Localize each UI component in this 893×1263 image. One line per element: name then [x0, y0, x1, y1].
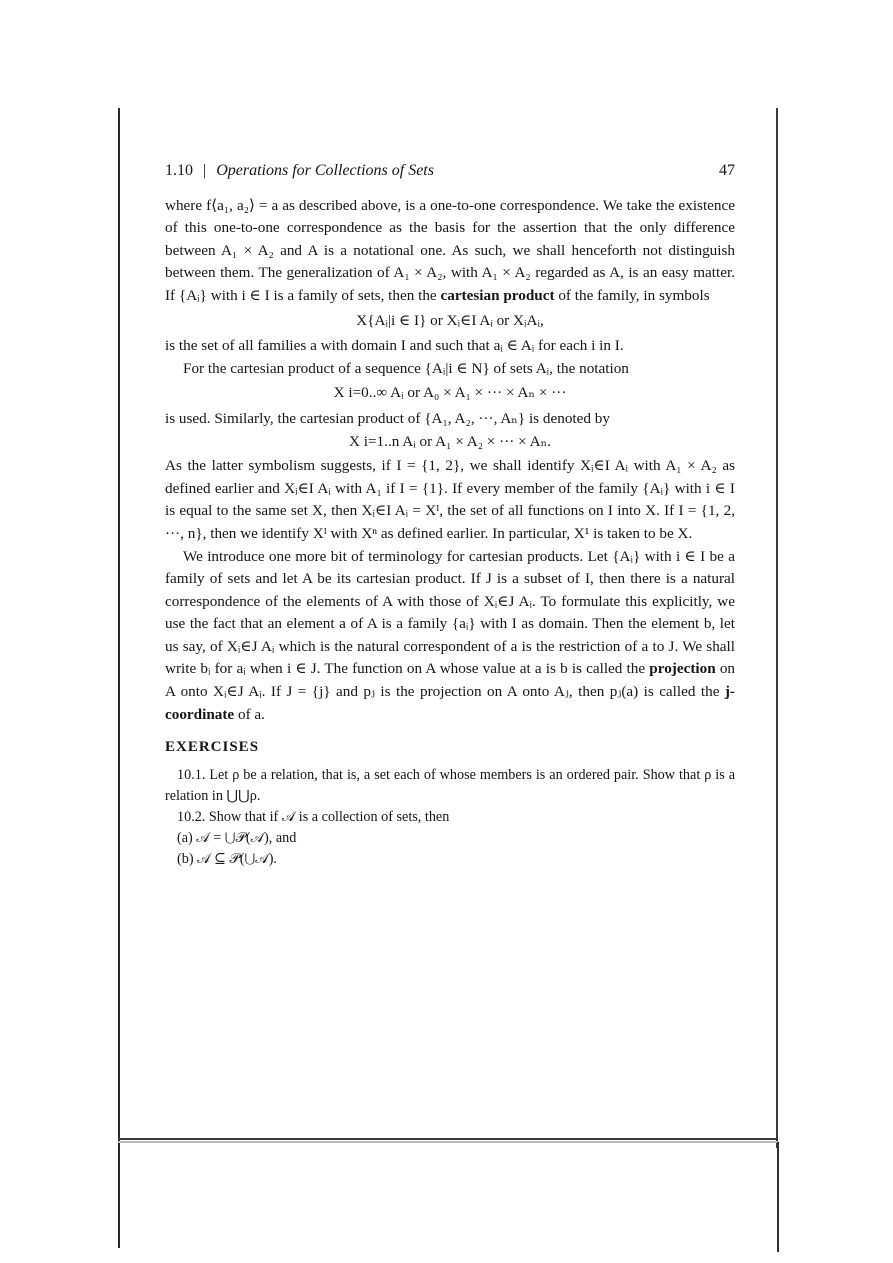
running-header	[165, 160, 735, 183]
page-border-bottom-shadow	[118, 1141, 778, 1143]
page-number: 47	[719, 162, 735, 179]
exercise-10-2: 10.2. Show that if 𝒜 is a collection of sets, then	[177, 808, 450, 825]
display-formula-3: X i=1..n Aᵢ or A₁ × A₂ × ··· × Aₙ.	[349, 432, 551, 450]
exercise-10-1: 10.1. Let ρ be a relation, that is, a set each of whose members is an ordered pair. Show that ρ is a relation in ⋃⋃ρ.	[165, 766, 735, 804]
display-formula-2: X i=0..∞ Aᵢ or A₀ × A₁ × ··· × Aₙ × ···	[333, 384, 567, 402]
paragraph-5: As the latter symbolism suggests, if I = {1, 2}, we shall identify Xᵢ∈I Aᵢ with A₁ × A₂ as defined earlier and Xᵢ∈I Aᵢ with A₁ if I = {1}. If every member of the family {Aᵢ} with i ∈ I is equal to the same set X, then Xᵢ∈I Aᵢ = Xᴵ, the set of all functions on I into X. If I = {1, 2, ···, n}, then we identify Xᴵ with Xⁿ as defined earlier. In particular, X¹ is taken to be X.	[165, 457, 735, 542]
page-border-bottom	[118, 1138, 778, 1140]
page-border-tick	[777, 1142, 779, 1252]
paragraph-2: is the set of all families a with domain I and such that aᵢ ∈ Aᵢ for each i in I.	[165, 337, 624, 355]
exercise-10-2b: (b) 𝒜 ⊆ 𝒫(⋃𝒜).	[177, 850, 277, 867]
paragraph-4: is used. Similarly, the cartesian product of {A₁, A₂, ···, Aₙ} is denoted by	[165, 409, 610, 427]
section-number: 1.10	[165, 162, 193, 179]
paragraph-3: For the cartesian product of a sequence {Aᵢ|i ∈ N} of sets Aᵢ, the notation	[183, 359, 629, 377]
page-border-right	[776, 108, 778, 1148]
term-projection: projection	[649, 660, 716, 678]
term-cartesian-product: cartesian product	[440, 286, 555, 304]
paragraph-6: We introduce one more bit of terminology for cartesian products. Let {Aᵢ} with i ∈ I be a family of sets and let A be its cartesian product. If J is a subset of I, then there is a natural correspondence of the elements of A with those of Xᵢ∈J Aᵢ. To formulate this explicitly, we use the fact that an element a of A is a family {aᵢ} with I as domain. Then the element b, let us say, of Xᵢ∈J Aᵢ which is the natural correspondent of a is the restriction of a to J. We shall write bᵢ for aᵢ when i ∈ J. The function on A whose value at a is b is called the projection on A onto Xᵢ∈J Aᵢ. If J = {j} and pⱼ is the projection on A onto Aⱼ, then pⱼ(a) is called the j-coordinate of a.	[165, 547, 736, 723]
term-j-coordinate: j-coordinate	[165, 683, 735, 723]
chapter-title: Operations for Collections of Sets	[216, 162, 434, 179]
paragraph-1: where f⟨a₁, a₂⟩ = a as described above, is a one-to-one correspondence. We take the existence of this one-to-one correspondence as the basis for the assertion that the only difference between A₁ × A₂ and A is a notational one. As such, we shall henceforth not distinguish between them. The generalization of A₁ × A₂, with A₁ × A₂ regarded as A, is an easy matter. If {Aᵢ} with i ∈ I is a family of sets, then the cartesian product of the family, in symbols	[165, 196, 735, 304]
header-separator: |	[203, 162, 207, 179]
exercises-heading: EXERCISES	[165, 739, 260, 756]
page-border-left	[118, 108, 120, 1248]
exercise-10-2a: (a) 𝒜 = ⋃𝒫(𝒜), and	[177, 829, 297, 846]
page-content	[165, 160, 735, 870]
display-formula-1: X{Aᵢ|i ∈ I} or Xᵢ∈I Aᵢ or XᵢAᵢ,	[356, 311, 544, 329]
